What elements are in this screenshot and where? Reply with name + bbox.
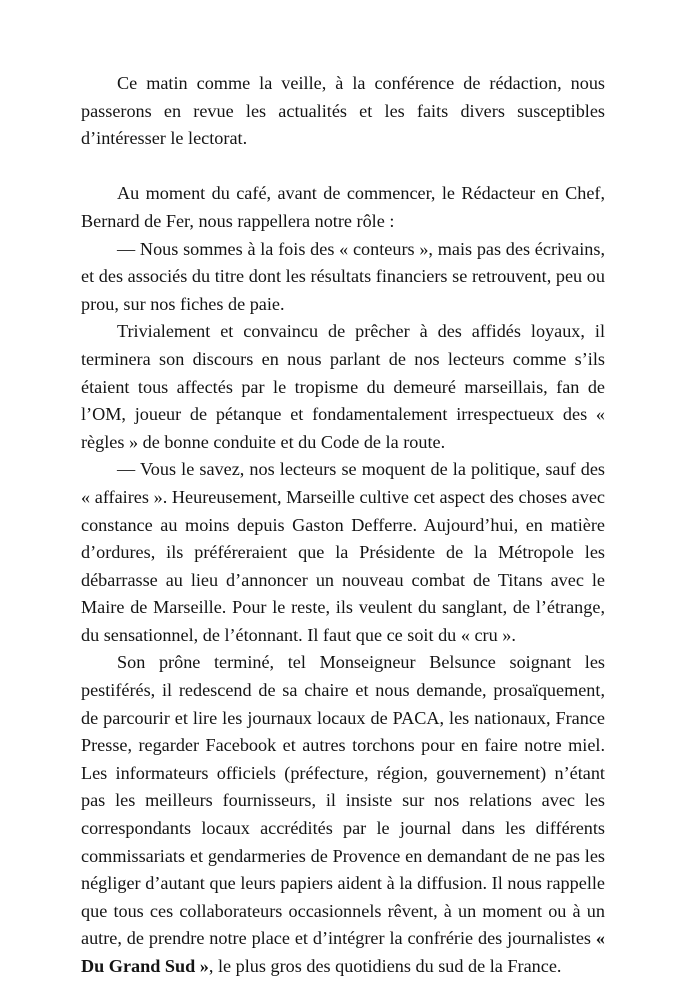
paragraph-2: Au moment du café, avant de commencer, le Rédacteur en Chef, Bernard de Fer, nous rappellera notre rôle : [81,183,605,231]
paragraph-3: — Nous sommes à la fois des « conteurs », mais pas des écrivains, et des associés du titre dont les résultats financiers se retrouvent, peu ou prou, sur nos fiches de paie. [81,238,605,314]
newspaper-title: « Du Grand Sud » [81,928,605,976]
paragraph-1: Ce matin comme la veille, à la conférence de rédaction, nous passerons en revue les actualités et les faits divers susceptibles d’intéresser le lectorat. [81,73,605,149]
paragraph-6 [81,649,605,980]
paragraph-6-text-start: Son prône terminé, tel Monseigneur Belsunce soignant les pestiférés, il redescend de sa chaire et nous demande, prosaïquement, de parcourir et lire les journaux locaux de PACA, les nationaux, France Presse, regarder Facebook et autres torchons pour en faire notre miel. Les informateurs officiels (préfecture, région, gouvernement) n’étant pas les meilleurs fournisseurs, il insiste sur nos relations avec les correspondants locaux accrédités par le journal dans les différents commissariats et gendarmeries de Provence en demandant de ne pas les négliger d’autant que leurs papiers aident à la diffusion. Il nous rappelle que tous ces collaborateurs occasionnels rêvent, à un moment ou à un autre, de prendre notre place et d’intégrer la confrérie des journalistes [81,652,605,949]
page-body [81,70,605,981]
paragraph-6-text-end: , le plus gros des quotidiens du sud de la France. [208,956,562,976]
paragraph-5: — Vous le savez, nos lecteurs se moquent de la politique, sauf des « affaires ». Heureusement, Marseille cultive cet aspect des choses avec constance au moins depuis Gaston Defferre. Aujourd’hui, en matière d’ordures, ils préféreraient que la Présidente de la Métropole les débarrasse au lieu d’annoncer un nouveau combat de Titans avec le Maire de Marseille. Pour le reste, ils veulent du sanglant, de l’étrange, du sensationnel, de l’étonnant. Il faut que ce soit du « cru ». [81,459,605,645]
paragraph-spacer [81,153,605,181]
paragraph-4: Trivialement et convaincu de prêcher à des affidés loyaux, il terminera son discours en nous parlant de nos lecteurs comme s’ils étaient tous affectés par le tropisme du demeuré marseillais, fan de l’OM, joueur de pétanque et fondamentalement irrespectueux des « règles » de bonne conduite et du Code de la route. [81,321,605,452]
